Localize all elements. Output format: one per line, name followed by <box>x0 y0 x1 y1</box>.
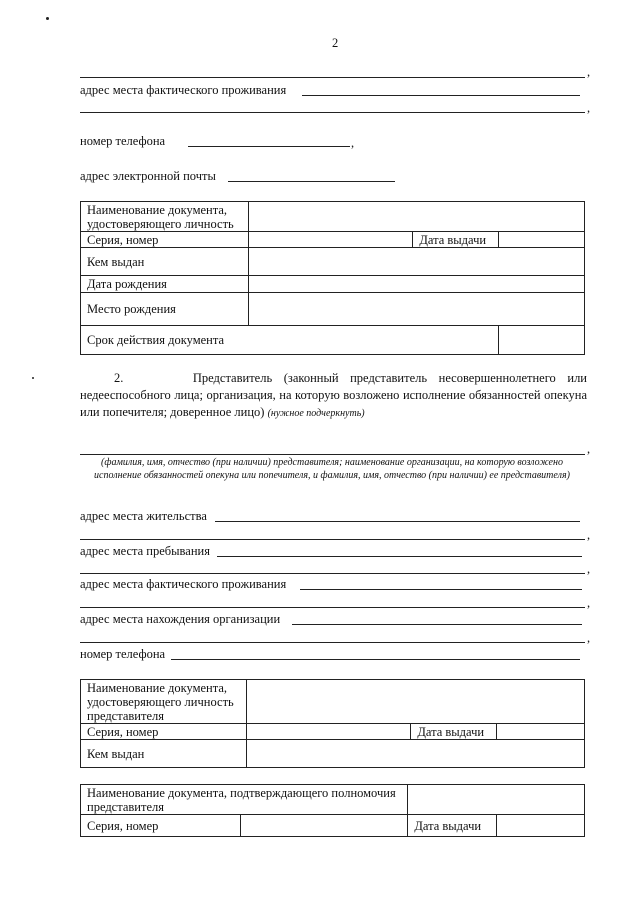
birth-place-label: Место рождения <box>81 293 249 326</box>
rep-residence-field-cont[interactable] <box>80 539 585 540</box>
doc-name-label: Наименование документа, удостоверяющего личность <box>81 202 249 232</box>
phone-label: номер телефона <box>80 134 166 148</box>
comma: , <box>587 442 591 456</box>
rep-actual-residence-label: адрес места фактического проживания <box>80 577 287 591</box>
actual-residence-field-cont[interactable] <box>80 112 585 113</box>
rep-issue-date-label: Дата выдачи <box>411 724 497 740</box>
org-address-field-cont[interactable] <box>80 642 585 643</box>
representative-document-table <box>80 679 585 768</box>
rep-phone-label: номер телефона <box>80 647 166 661</box>
rep-phone-field[interactable] <box>171 659 580 660</box>
birth-date-field[interactable] <box>248 276 584 293</box>
comma: , <box>351 136 355 150</box>
rep-series-field[interactable] <box>246 724 411 740</box>
auth-series-field[interactable] <box>240 815 408 837</box>
rep-actual-residence-field-cont[interactable] <box>80 607 585 608</box>
representative-name-field[interactable] <box>80 454 585 455</box>
issue-date-label: Дата выдачи <box>413 232 499 248</box>
rep-stay-field[interactable] <box>217 556 582 557</box>
birth-date-label: Дата рождения <box>81 276 249 293</box>
doc-name-field[interactable] <box>248 202 584 232</box>
issued-by-field[interactable] <box>248 248 584 276</box>
rep-residence-label: адрес места жительства <box>80 509 207 523</box>
rep-doc-name-field[interactable] <box>246 680 584 724</box>
actual-residence-field[interactable] <box>302 95 580 96</box>
rep-issued-by-label: Кем выдан <box>81 740 247 768</box>
section-number: 2. <box>114 371 124 385</box>
rep-actual-residence-field[interactable] <box>300 589 582 590</box>
rep-residence-field[interactable] <box>215 521 580 522</box>
representative-text: Представитель (законный представитель несовершеннолетнего или недееспособного лица; организация, на которую возложено исполнение обязанностей опекуна или попечителя; доверенное лицо) <box>80 371 587 419</box>
representative-name-caption: (фамилия, имя, отчество (при наличии) представителя; наименование организации, на которую возложено исполнение обязанностей опекуна или попечителя, и фамилия, имя, отчество (при наличии) ее представителя) <box>94 457 570 481</box>
address-line-top[interactable] <box>80 77 585 78</box>
phone-field[interactable] <box>188 146 350 147</box>
issue-date-field[interactable] <box>499 232 585 248</box>
scan-speck <box>32 377 34 379</box>
comma: , <box>587 65 591 79</box>
comma: , <box>587 562 591 576</box>
rep-series-label: Серия, номер <box>81 724 247 740</box>
auth-series-label: Серия, номер <box>81 815 241 837</box>
authority-document-table <box>80 784 585 837</box>
rep-issued-by-field[interactable] <box>246 740 584 768</box>
identity-document-table <box>80 201 585 355</box>
page-number: 2 <box>332 36 339 50</box>
comma: , <box>587 528 591 542</box>
birth-place-field[interactable] <box>248 293 584 326</box>
actual-residence-label: адрес места фактического проживания <box>80 83 287 97</box>
rep-doc-name-label: Наименование документа, удостоверяющего личность представителя <box>81 680 247 724</box>
series-field[interactable] <box>248 232 413 248</box>
auth-doc-name-label: Наименование документа, подтверждающего полномочия представителя <box>81 785 408 815</box>
email-label: адрес электронной почты <box>80 169 216 183</box>
rep-stay-field-cont[interactable] <box>80 573 585 574</box>
auth-issue-date-label: Дата выдачи <box>408 815 497 837</box>
comma: , <box>587 631 591 645</box>
validity-label: Срок действия документа <box>81 326 499 355</box>
comma: , <box>587 596 591 610</box>
rep-issue-date-field[interactable] <box>497 724 585 740</box>
comma: , <box>587 101 591 115</box>
auth-doc-name-field[interactable] <box>408 785 585 815</box>
representative-paragraph <box>80 370 587 422</box>
series-label: Серия, номер <box>81 232 249 248</box>
org-address-field[interactable] <box>292 624 582 625</box>
underline-note: (нужное подчеркнуть) <box>267 408 365 419</box>
scan-speck <box>46 17 49 20</box>
validity-field[interactable] <box>499 326 585 355</box>
issued-by-label: Кем выдан <box>81 248 249 276</box>
org-address-label: адрес места нахождения организации <box>80 612 281 626</box>
email-field[interactable] <box>228 181 395 182</box>
rep-stay-label: адрес места пребывания <box>80 544 210 558</box>
auth-issue-date-field[interactable] <box>497 815 585 837</box>
